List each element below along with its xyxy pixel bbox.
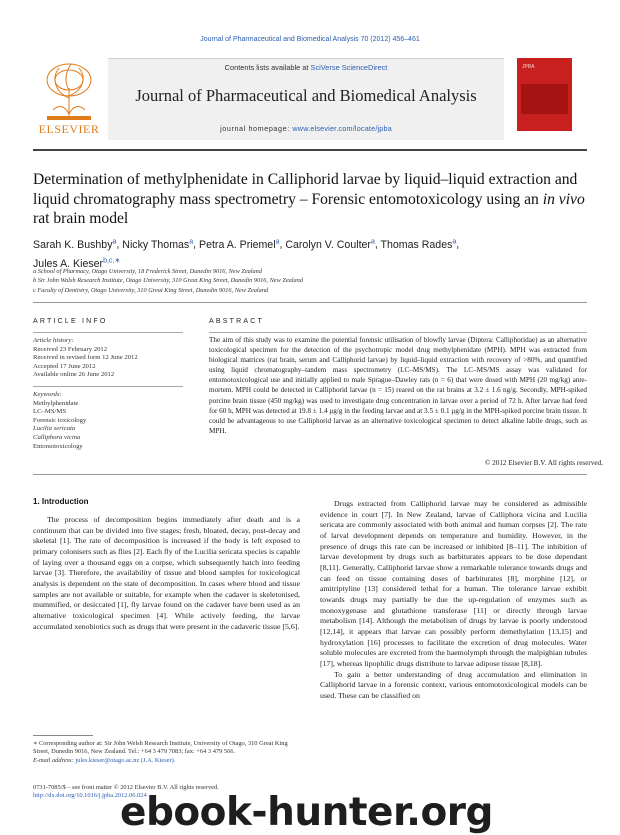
keywords [33, 391, 183, 451]
footnote-rule [33, 735, 93, 736]
paragraph: Drugs extracted from Calliphorid larvae may be considered as admissible evidence in court [7]. In New Zealand, larvae of Calliphora vicina and Lucilia sericata are commonly associated with both animal and human corpses [2]. The rate of larval development depends on temperature and humidity. However, in the presence of drugs this rate can be increased or inhibited [8–11]. The inhibition of larvae development by drugs such as barbiturates appears to be dose dependant [8,11]. Generally, Calliphorid larvae show a remarkable tolerance towards drugs and can feed on tissue containing doses of barbiturates [8], morphine [12], or amitriptyline [13] considered lethal for a human. The tolerance larvae exhibit towards drugs may partially be due the up-regulation of enzymes such as monoxygenase and glutathione transferase [11] or directly through larvae metabolism [14]. Although the metabolism of drugs by larvae is poorly understood [12,14], it appears that larvae can possibly perform demethylation [13,15] and hydroxylation [16] processes to facilitate the excretion of drug molecules. Water soluble molecules are excreted from the haemolymph through the malpighian tubules [17], whereas lipophilic drugs distribute to larvae adipose tissue [8,18]. [320, 499, 587, 668]
history-label: Article history: [33, 337, 74, 344]
article-history [33, 337, 183, 380]
author-list: Sarah K. Bushby$^a$, Nicky Thomas$^a$, Petra A. Priemel$^a$, Carolyn V. Coulter$^a$, Thomas Rades$^a$, Jules A. Kieser$^{b,c,∗}$ [33, 238, 460, 270]
author[interactable]: Petra A. Priemel$^a$ [199, 238, 280, 251]
body-column-left [33, 515, 300, 632]
body-column-right [320, 499, 587, 701]
corresponding-author: ∗ Corresponding author at: Sir John Welsh Research Institute, University of Otago, 310 Great King Street, Dunedin 9016, New Zealand. Tel.: +64 3 479 7083; fax: +64 3 479 566. [33, 740, 288, 756]
corresponding-footnote [33, 740, 303, 765]
homepage-label: journal homepage: [220, 124, 293, 133]
keywords-label: Keywords: [33, 391, 62, 398]
article-info-heading: ARTICLE INFO [33, 318, 108, 325]
affiliation: b Sir John Walsh Research Institute, Otago University, 310 Great King Street, Dunedin 9016, New Zealand [33, 277, 303, 285]
info-rule [33, 386, 183, 387]
history-item: Received 23 February 2012 [33, 345, 108, 353]
journal-title: Journal of Pharmaceutical and Biomedical Analysis [135, 86, 477, 105]
author[interactable]: Carolyn V. Coulter$^a$ [285, 238, 375, 251]
journal-citation[interactable]: Journal of Pharmaceutical and Biomedical Analysis 70 (2012) 456–461 [200, 36, 420, 43]
doi-link[interactable]: http://dx.doi.org/10.1016/j.jpba.2012.06.024 [33, 792, 147, 800]
abstract-heading: ABSTRACT [209, 318, 264, 325]
abstract-rule [209, 332, 587, 333]
history-item: Received in revised form 12 June 2012 [33, 354, 138, 362]
affiliation: a School of Pharmacy, Otago University, 18 Frederick Street, Dunedin 9016, New Zealand [33, 268, 262, 275]
journal-homepage [108, 124, 504, 133]
affiliations [33, 267, 593, 295]
header-rule [33, 149, 587, 151]
email-label: E-mail address: [33, 756, 76, 764]
author[interactable]: Nicky Thomas$^a$ [122, 238, 194, 251]
elsevier-logo [33, 58, 105, 140]
journal-cover-image [517, 58, 572, 131]
contents-line [108, 63, 504, 72]
affiliation: c Faculty of Dentistry, Otago University, 310 Great King Street, Dunedin 9016, New Zealand [33, 286, 269, 294]
section-rule [33, 474, 587, 475]
paragraph: To gain a better understanding of drug accumulation and elimination in Calliphorid larvae in a forensic context, various entomotoxicological models can be used. These can be classified on [320, 669, 587, 700]
cover-text: JPBA [522, 64, 535, 70]
keyword: Methylphenidate [33, 399, 79, 407]
paragraph: The process of decomposition begins immediately after death and is a continuum that can be divided into five stages; fresh, bloated, decay, post-decay and skeletal [1]. The rate of decomposition is increased if the body is left exposed to primary colonisers such as flies [2]. Each fly of the Lucilia sericata species is capable of laying over a thousand eggs on a corpse, which subsequently hatch into feeding larvae [3]. Therefore, the availability of tissue and blood samples for toxicological analysis is dependent on the state of decomposition. In cases where blood and tissue samples are not available or suitable, for example when the cadaver is skeletonised, mummified, or desiccated [1], fly larvae found on the cadaver have been used as an alternative toxicological specimen [4]. While actively feeding, the larvae accumulated xenobiotics such as drugs that were present in the cadaveric tissue [5,6]. [33, 515, 300, 631]
watermark: ebook-hunter.org [120, 790, 493, 835]
author[interactable]: Jules A. Kieser$^{b,c,∗}$ [33, 257, 121, 270]
history-item: Accepted 17 June 2012 [33, 362, 96, 370]
sciencedirect-link[interactable]: SciVerse ScienceDirect [310, 63, 388, 72]
email-link[interactable]: jules.kieser@otago.ac.nz (J.A. Kieser). [75, 756, 176, 764]
homepage-link[interactable]: www.elsevier.com/locate/jpba [292, 124, 392, 133]
section-heading: 1. Introduction [33, 497, 89, 506]
email-line [33, 757, 303, 765]
author[interactable]: Thomas Rades$^a$ [380, 238, 457, 251]
keyword: LC–MS/MS [33, 408, 67, 416]
publisher-name: ELSEVIER [38, 122, 100, 136]
keyword: Forensic toxicology [33, 416, 87, 424]
article-title: Determination of methylphenidate in Calliphorid larvae by liquid–liquid extraction and liquid chromatography mass spectrometry – Forensic entomotoxicology using an in vivo rat brain model [33, 171, 585, 228]
history-item: Available online 26 June 2012 [33, 371, 115, 379]
section-rule [33, 302, 587, 303]
keyword: Entomotoxicology [33, 442, 83, 450]
keyword: Calliphora vicina [33, 433, 81, 441]
abstract-text: The aim of this study was to examine the potential forensic utilisation of blowfly larvae (Diptera: Calliphoridae) as an alternative toxicological specimen for the detection of the psychotropic model drug methylphenidate (MPH). MPH was extracted from biological matrices (rat brain, serum and Calliphorid larvae) by liquid–liquid extraction with recovery of >80%, and quantified using liquid chromatography–tandem mass spectrometry (LC–MS/MS). The LC–MS/MS assay was validated for entomotoxicological use and initially applied to male Sprague–Dawley rats (n = 6) that were dosed with MPH (20 mg/kg) ante-mortem. MPH could be detected in Calliphorid larvae (n = 15) reared on the rat brains at 3.2 ± 1.6 ng/g. Secondly, MPH-spiked porcine brain tissue (450 mg/kg) was used to investigate drug concentration in larvae over a period of 72 h. After larvae had feed for 60 h, MPH was detected at 19.8 ± 1.4 μg/g in the feeding larvae and at 3.5 ± 0.1 μg/g in the MPH-spiked porcine brain tissue. It could be advantageous to use Calliphorid larvae as an alternative toxicological specimen to detect alkaline labile drugs, such as MPH. [209, 336, 587, 435]
contents-prefix: Contents lists available at [224, 63, 311, 72]
info-rule [33, 332, 183, 333]
copyright: © 2012 Elsevier B.V. All rights reserved. [484, 459, 603, 467]
cover-band [521, 84, 568, 114]
author[interactable]: Sarah K. Bushby$^a$ [33, 238, 117, 251]
keyword: Lucilia sericata [33, 425, 76, 433]
issn-line: 0731-7085/$ – see front matter © 2012 Elsevier B.V. All rights reserved. [33, 784, 219, 791]
